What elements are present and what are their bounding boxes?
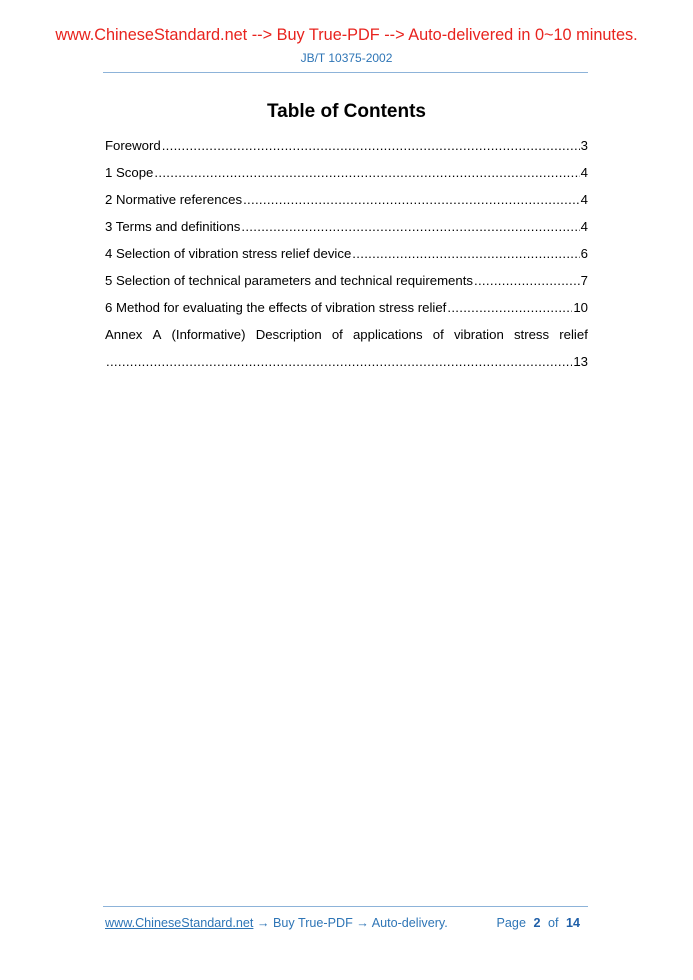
standard-code: JB/T 10375-2002 xyxy=(300,51,393,65)
toc-entry-label: Foreword xyxy=(105,138,161,153)
toc-entry-device-selection[interactable] xyxy=(105,245,588,272)
page-indicator xyxy=(497,916,584,930)
annex-word: A xyxy=(152,327,162,342)
toc-entry-foreword[interactable] xyxy=(105,137,588,164)
store-banner[interactable]: www.ChineseStandard.net --> Buy True-PDF --> Auto-delivered in 0~10 minutes. xyxy=(55,26,638,44)
dot-leader xyxy=(352,245,579,262)
toc-entry-page: 7 xyxy=(580,273,588,288)
dot-leader xyxy=(106,353,572,370)
annex-word: (Informative) xyxy=(171,327,246,342)
dot-leader xyxy=(447,299,572,316)
toc-entry-terms-definitions[interactable] xyxy=(105,218,588,245)
toc-entry-page: 13 xyxy=(573,354,588,369)
toc-entry-normative-references[interactable] xyxy=(105,191,588,218)
toc-entry-label: 2 Normative references xyxy=(105,192,243,207)
toc-entry-scope[interactable] xyxy=(105,164,588,191)
toc-entry-page: 4 xyxy=(580,165,588,180)
toc-entry-label: 5 Selection of technical parameters and technical requirements xyxy=(105,273,473,288)
current-page-number: 2 xyxy=(533,916,541,930)
page-label: Page xyxy=(496,916,526,930)
page-footer xyxy=(105,916,588,934)
total-pages-number: 14 xyxy=(565,916,580,930)
toc-entry-page: 4 xyxy=(580,192,588,207)
toc-entry-page: 6 xyxy=(580,246,588,261)
dot-leader xyxy=(243,191,580,208)
arrow-icon: → xyxy=(256,916,270,930)
dot-leader xyxy=(474,272,580,289)
toc-entry-label: 4 Selection of vibration stress relief device xyxy=(105,246,352,261)
toc-entry-technical-parameters[interactable] xyxy=(105,272,588,299)
toc-entry-label: 3 Terms and definitions xyxy=(105,219,241,234)
annex-word: of xyxy=(331,327,343,342)
toc-entry-page: 3 xyxy=(580,138,588,153)
toc-entry-evaluation-method[interactable] xyxy=(105,299,588,326)
annex-word: of xyxy=(432,327,444,342)
dot-leader xyxy=(154,164,579,181)
toc-entry-annex-a[interactable] xyxy=(105,326,588,353)
header-divider xyxy=(103,72,588,73)
footer-divider xyxy=(103,906,588,907)
annex-word: Annex xyxy=(105,327,143,342)
toc-entry-page: 4 xyxy=(580,219,588,234)
annex-word: applications xyxy=(352,327,423,342)
toc-entry-label: 6 Method for evaluating the effects of vibration stress relief xyxy=(105,300,447,315)
annex-word: stress xyxy=(513,327,550,342)
toc-title: Table of Contents xyxy=(266,101,427,122)
of-label: of xyxy=(547,916,559,930)
arrow-icon: → xyxy=(356,916,369,930)
annex-word: Description xyxy=(255,327,322,342)
store-link[interactable]: www.ChineseStandard.net xyxy=(105,916,254,930)
toc-entry-page: 10 xyxy=(573,300,588,315)
dot-leader xyxy=(241,218,579,235)
annex-word: relief xyxy=(559,327,588,342)
toc-entry-annex-a-page-line[interactable] xyxy=(105,353,588,380)
annex-word: vibration xyxy=(453,327,504,342)
table-of-contents xyxy=(105,137,588,380)
buy-true-pdf-text: Buy True-PDF xyxy=(273,916,353,930)
toc-entry-label: 1 Scope xyxy=(105,165,154,180)
auto-delivery-text: Auto-delivery. xyxy=(371,916,448,930)
dot-leader xyxy=(162,137,580,154)
